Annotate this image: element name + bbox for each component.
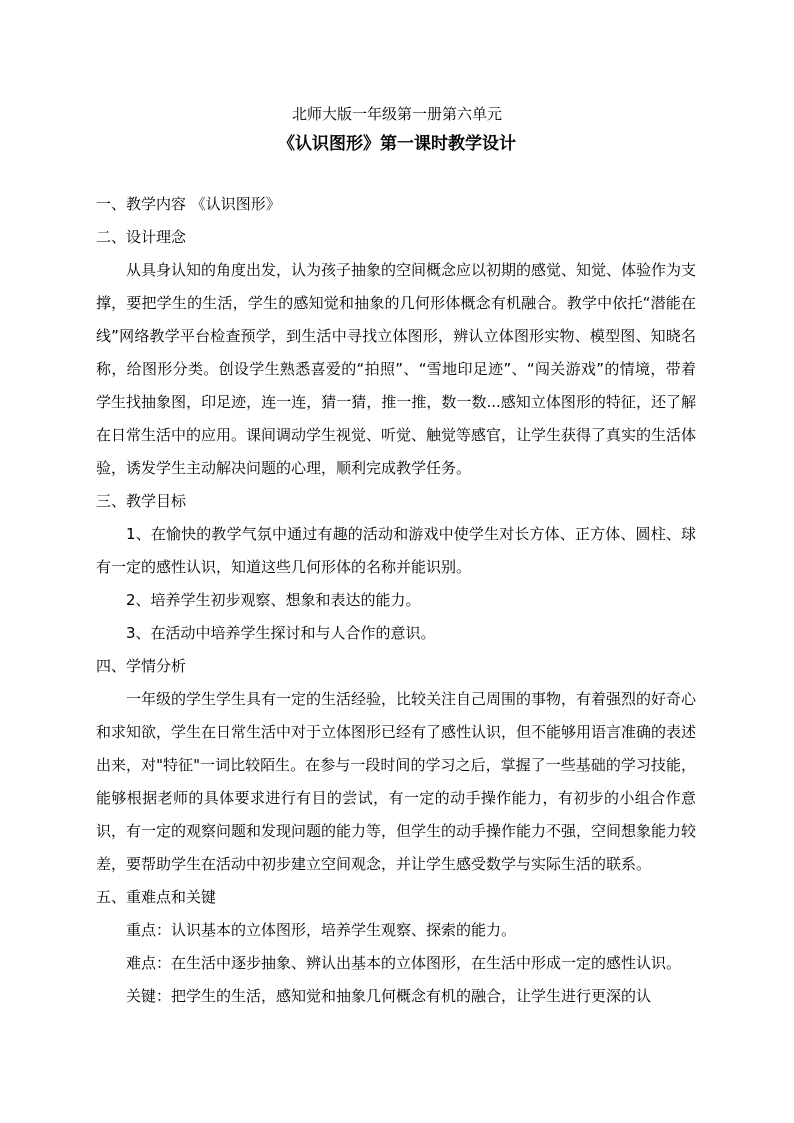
document-title: 《认识图形》第一课时教学设计	[278, 134, 516, 154]
section-heading-key-points: 五、重难点和关键	[96, 888, 217, 906]
paragraph-key: 关键：把学生的生活，感知觉和抽象几何概念有机的融合，让学生进行更深的认	[126, 987, 652, 1005]
paragraph-student-analysis: 一年级的学生学生具有一定的生活经验，比较关注自己周围的事物，有着强烈的好奇心和求知欲，学生在日常生活中对于立体图形已经有了感性认识，但不能够用语言准确的表述出来，对"特征"一词比较陌生。在参与一段时间的学习之后，掌握了一些基础的学习技能，能够根据老师的具体要求进行有目的尝试，有一定的动手操作能力，有初步的小组合作意识，有一定的观察问题和发现问题的能力等，但学生的动手操作能力不强，空间想象能力较差，要帮助学生在活动中初步建立空间观念，并让学生感受数学与实际生活的联系。	[96, 690, 697, 873]
document-body	[96, 188, 696, 1013]
paragraph-design-concept: 从具身认知的角度出发，认为孩子抽象的空间概念应以初期的感觉、知觉、体验作为支撑，要把学生的生活，学生的感知觉和抽象的几何形体概念有机融合。教学中依托“潜能在线”网络教学平台检查预学，到生活中寻找立体图形，辨认立体图形实物、模型图、知晓名称，给图形分类。创设学生熟悉喜爱的“拍照”、“雪地印足迹”、“闯关游戏”的情境，带着学生找抽象图，印足迹，连一连，猜一猜，推一推，数一数...感知立体图形的特征，还了解在日常生活中的应用。课间调动学生视觉、听觉、触觉等感官，让学生获得了真实的生活体验，诱发学生主动解决问题的心理，顺利完成教学任务。	[96, 261, 697, 477]
paragraph-objective-3: 3、在活动中培养学生探讨和与人合作的意识。	[126, 624, 436, 642]
section-heading-design-concept: 二、设计理念	[96, 228, 187, 246]
section-heading-student-analysis: 四、学情分析	[96, 657, 187, 675]
document-subtitle: 北师大版一年级第一册第六单元	[291, 105, 502, 123]
paragraph-key-point: 重点：认识基本的立体图形，培养学生观察、探索的能力。	[126, 921, 517, 939]
paragraph-objective-2: 2、培养学生初步观察、想象和表达的能力。	[126, 591, 421, 609]
section-heading-objectives: 三、教学目标	[96, 492, 187, 510]
section-heading-content: 一、教学内容 《认识图形》	[96, 195, 281, 213]
paragraph-difficulty: 难点：在生活中逐步抽象、辨认出基本的立体图形，在生活中形成一定的感性认识。	[126, 954, 682, 972]
paragraph-objective-1: 1、在愉快的教学气氛中通过有趣的活动和游戏中使学生对长方体、正方体、圆柱、球有一定的感性认识，知道这些几何形体的名称并能识别。	[96, 525, 696, 576]
